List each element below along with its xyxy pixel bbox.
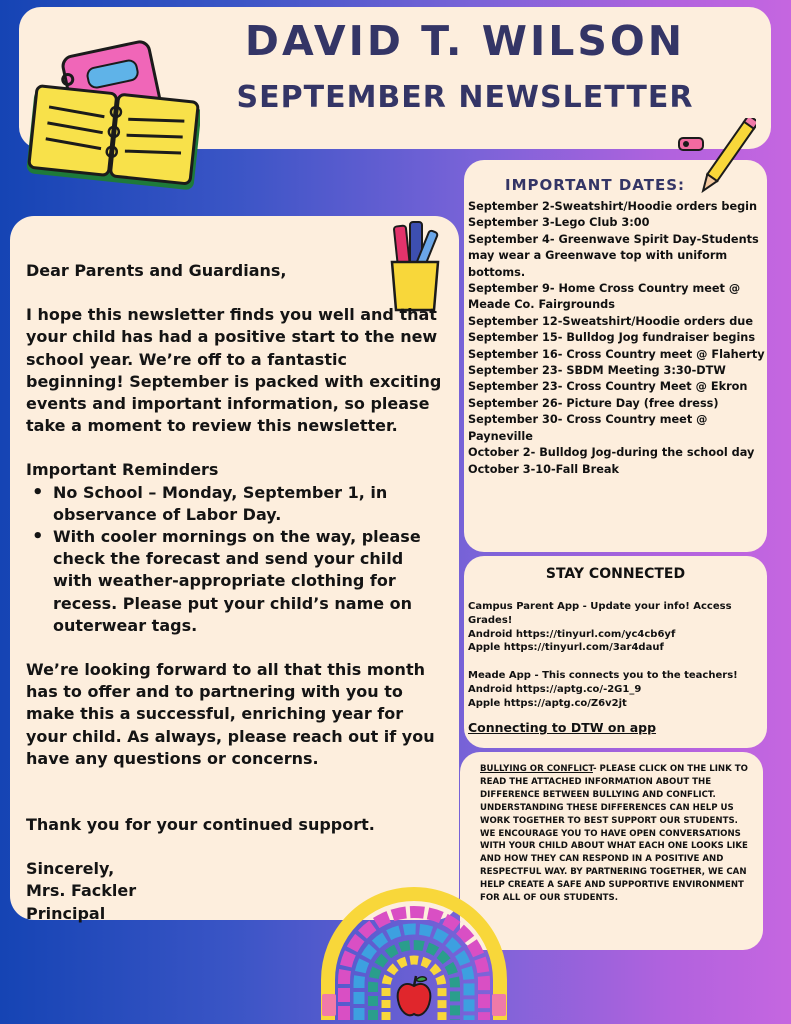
reminders-heading: Important Reminders [26,460,219,480]
campus-android-link[interactable]: Android https://tinyurl.com/yc4cb6yf [468,628,676,640]
date-item: September 15- Bulldog Jog fundraiser begins [468,331,756,345]
letter-thanks: Thank you for your continued support. [26,815,375,835]
letter-body [26,260,446,925]
newsletter-title: SEPTEMBER NEWSLETTER [236,80,694,115]
date-item: September 23- SBDM Meeting 3:30-DTW [468,364,726,378]
bullying-link[interactable]: BULLYING OR CONFLICT [480,764,593,774]
letter-greeting: Dear Parents and Guardians, [26,261,287,280]
date-item: September 4- Greenwave Spirit Day-Students may wear a Greenwave top with uniform bottoms. [468,232,759,279]
date-item: September 9- Home Cross Country meet @ Meade Co. Fairgrounds [468,282,741,312]
important-dates-list [468,199,768,478]
notebook-icon [20,40,200,190]
reminder-item: • No School – Monday, September 1, in observance of Labor Day. [53,482,446,526]
letter-signoff: Sincerely, [26,859,115,879]
stay-connected-body [468,600,766,711]
campus-app-line: Campus Parent App - Update your info! Access Grades! [468,601,732,626]
school-name: DAVID T. WILSON [244,17,686,65]
date-item: September 12-Sweatshirt/Hoodie orders due [468,314,754,328]
date-item: September 3-Lego Club 3:00 [468,216,650,230]
meade-app-line: Meade App - This connects you to the teachers! [468,670,738,682]
meade-android-link[interactable]: Android https://aptg.co/-2G1_9 [468,683,642,695]
reminders-list [26,482,446,637]
meade-apple-link[interactable]: Apple https://aptg.co/Z6v2jt [468,697,627,709]
pencil-icon [676,118,756,204]
important-dates-title: IMPORTANT DATES: [505,176,685,194]
date-item: September 16- Cross Country meet @ Flaherty [468,347,765,361]
campus-apple-link[interactable]: Apple https://tinyurl.com/3ar4dauf [468,642,664,654]
bullying-text [480,763,750,905]
letter-intro: I hope this newsletter finds you well and that your child has had a positive start to the new school year. We’re off to a fantastic beginning! September is packed with exciting events and important information, so please take a moment to review this newsletter. [26,305,442,436]
date-item: October 3-10-Fall Break [468,462,620,476]
stay-connected-title: STAY CONNECTED [545,566,686,582]
date-item: September 2-Sweatshirt/Hoodie orders begin [468,200,758,213]
reminder-item: • With cooler mornings on the way, please check the forecast and send your child with weather-appropriate clothing for recess. Please put your child’s name on outerwear tags. [53,526,446,637]
signer-name: Mrs. Fackler [26,881,137,901]
date-item: October 2- Bulldog Jog-during the school day [468,446,755,460]
date-item: September 23- Cross Country Meet @ Ekron [468,380,748,394]
date-item: September 30- Cross Country meet @ Payneville [468,413,708,443]
date-item: September 26- Picture Day (free dress) [468,396,719,410]
signer-title: Principal [26,903,106,923]
bullying-body: - PLEASE CLICK ON THE LINK TO READ THE ATTACHED INFORMATION ABOUT THE DIFFERENCE BETWEEN BULLYING AND CONFLICT. UNDERSTANDING THESE DIFFERENCES CAN HELP US WORK TOGETHER TO BEST SUPPORT OUR STUDENTS. WE ENCOURAGE YOU TO HAVE OPEN CONVERSATIONS WITH YOUR CHILD ABOUT WHAT EACH ONE LOOKS LIKE AND HOW THEY CAN RESPOND IN A POSITIVE AND RESPECTFUL WAY. BY PARTNERING TOGETHER, WE CAN HELP CREATE A SAFE AND SUPPORTIVE ENVIRONMENT FOR ALL OF OUR STUDENTS. [480,764,748,904]
apple-icon [394,974,434,1018]
letter-closing-paragraph: We’re looking forward to all that this month has to offer and to partnering with you to make this a successful, enriching year for your child. As always, please reach out if you have any questions or concerns. [26,660,435,768]
dtw-app-link[interactable]: Connecting to DTW on app [468,720,657,735]
